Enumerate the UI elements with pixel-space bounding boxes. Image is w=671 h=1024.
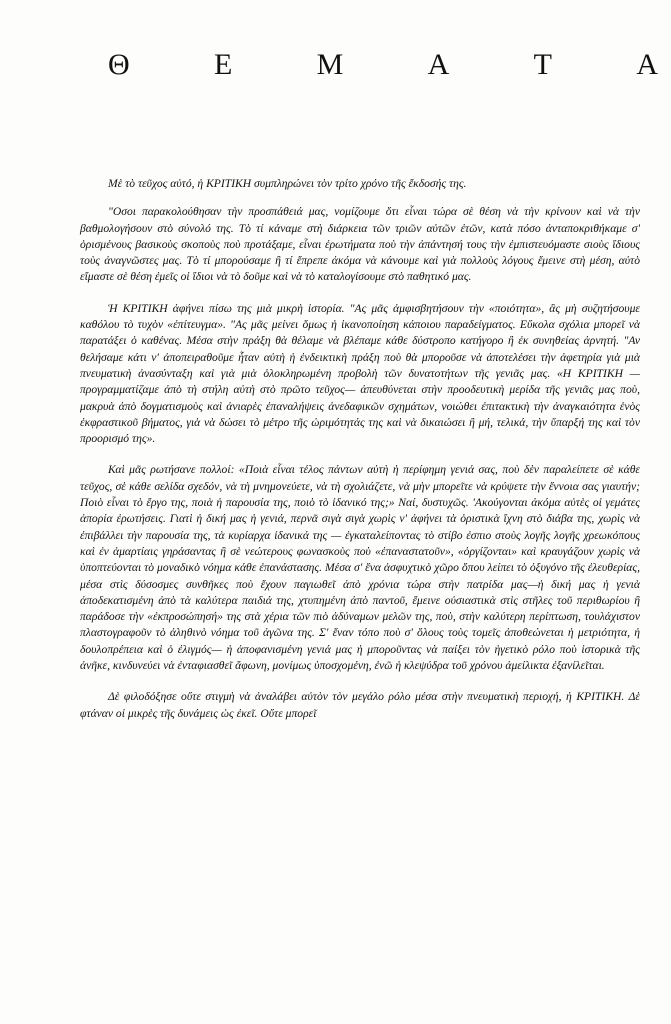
article-body bbox=[80, 176, 640, 737]
title-letter: Α bbox=[636, 48, 658, 81]
intro-paragraph: Μὲ τὸ τεῦχος αὐτό, ἡ ΚΡΙΤΙΚΗ συμπληρώνει τὸν τρίτο χρόνο τῆς ἔκδοσής της. bbox=[108, 177, 467, 190]
body-paragraph: Καὶ μᾶς ρωτήσανε πολλοί: «Ποιὰ εἶναι τέλος πάντων αὐτὴ ἡ περίφημη γενιά σας, ποὺ δὲν παραλείπετε σὲ κάθε τεῦχος, σὲ κάθε σελίδα σχεδόν, νὰ τὴ μνημονεύετε, νὰ τὴ σχολιάζετε, νὰ μὴν μπορεῖτε νὰ κρύψετε τὴν ἔννοια σας γιαυτήν; Ποιὸ εἶναι τὸ ἔργο της, ποιὰ ἡ παρουσία της, ποιὸ τὸ ἰδανικό της;» Ναί, δυστυχῶς. 'Ακούγονται ἀκόμα αὐτὲς οἱ γεμάτες ἀπορία ἐρωτήσεις. Γιατὶ ἡ δική μας ἡ γενιά, περνᾶ σιγὰ σιγὰ χωρὶς ν' ἀφήνει τὰ ὁριστικὰ ἴχνη στὸ διάβα της, χωρὶς νὰ ἐπιβάλλει τὴν παρουσία της, τὰ κυρίαρχα ἰδανικά της — ἐγκαταλείποντας τὸ στίβο ἐσπιο στοὺς λογῆς λογῆς χρεωκόπους καὶ ἐν ἁμαρτίαις γηράσαντας ἢ σὲ νεώτερους φωνασκοὺς ποὺ «ἐπαναστατοῦν», «ὀργίζονται» καὶ κραυγάζουν χωρὶς νὰ ὑποπτεύονται τὸ μοναδικὸ νόημα κάθε ἐπανάστασης. Μέσα σ' ἕνα ἀσφυχτικὸ χῶρο ὅπου λείπει τὸ ὀξυγόνο τῆς ἐλευθερίας, μέσα στὶς δύσοσμες συνθῆκες ποὺ ἔχουν παγιωθεῖ ἀπὸ χρόνια τώρα στὴν πατρίδα μας—ἡ δική μας ἡ γενιὰ ἀποδεκατισμένη ἀπὸ τὰ καλύτερα παιδιά της, χτυπημένη ἀπὸ παντοῦ, ἔμεινε οὐσιαστικὰ στὶς στῆλες τοῦ περιθωρίου ἢ παράδοσε τὴν «ἐκπροσώπησή» της στὰ χέρια τῶν πιὸ ἀδύναμων μελῶν της, ποὺ, στὴν καλύτερη περίπτωση, τουλάχιστον πλαστογραφοῦν τὸ ἀληθινὸ νόημα τοῦ ἀγῶνα της. Σ' ἕναν τόπο ποὺ σ' ὅλους τοὺς τομεῖς ἀποθεώνεται ἡ μετριότητα, ἡ δουλοπρέπεια καὶ ὁ ἐλιγμός— ἡ ἀποφανισμένη γενιά μας ἡ μποροῦντας νὰ παίξει τὸν ἡγετικὸ ρόλο ποὺ ἱστορικὰ τῆς ἀνῆκε, κινδυνεύει νὰ ἐνταφιασθεῖ ἄφωνη, μονίμως ὑποσχομένη, ἐνῶ ἡ κλεψύδρα τοῦ χρόνου ἀμείλικτα ἐξανίλεῖται. bbox=[80, 463, 640, 673]
title-letter: Ε bbox=[214, 48, 233, 81]
title-letter: Τ bbox=[533, 48, 552, 81]
title-letter: Α bbox=[427, 48, 450, 81]
body-paragraph: Δὲ φιλοδόξησε οὔτε στιγμὴ νὰ ἀναλάβει αὐτὸν τὸν μεγάλο ρόλο μέσα στὴν πνευματικὴ περιοχή, ἡ ΚΡΙΤΙΚΗ. Δὲ φτάναν οἱ μικρὲς τῆς δυνάμεις ὡς ἐκεῖ. Οὔτε μπορεῖ bbox=[80, 690, 640, 720]
body-paragraph: "Οσοι παρακολούθησαν τὴν προσπάθειά μας, νομίζουμε ὅτι εἶναι τώρα σὲ θέση νὰ τὴν κρίνουν καὶ νὰ τὴν βαθμολογήσουν στὸ σύνολό της. Τὸ τί κάναμε στὴ διάρκεια τῶν τριῶν αὐτῶν ἐτῶν, κατὰ πόσο ἀνταποκριθήκαμε σ' ὁρισμένους βασικοὺς σκοποὺς ποὺ προτάξαμε, εἶναι ἐρωτήματα ποὺ τὴν ἀπάντησή τους τὴν ἐμπιστευόμαστε σιοὺς ἴδιους τοὺς ἀναγνῶστες μας. Τὸ τί μπορούσαμε ἢ τί ἔπρεπε ἀκόμα νὰ κάνουμε καὶ γιὰ πολλοὺς λόγους ἔμεινε στὴ μέση, αὐτὸ εἴμαστε σὲ θέση ἐμεῖς οἱ ἴδιοι νὰ τὸ δοῦμε καὶ νὰ τὸ καταλογίσουμε στὸ παθητικό μας. bbox=[80, 205, 640, 284]
title-letter: Μ bbox=[316, 48, 344, 81]
body-paragraph: Ἡ ΚΡΙΤΙΚΗ ἀφήνει πίσω της μιὰ μικρὴ ἱστορία. "Ας μᾶς ἀμφισβητήσουν τὴν «ποιότητα», ἂς μὴ συζητήσουμε καθόλου τὸ τυχὸν «ἐπίτευγμα». "Ας μᾶς μείνει ὅμως ἡ ἱκανοποίηση κάποιου παραδείγματος. Εὔκολα σχόλια μπορεῖ νὰ παρατάξει ὁ καθένας. Μέσα στὴν πράξη θὰ θέλαμε νὰ βλέπαμε κάθε δύστροπο κατήγορο ἢ ἐκ συνηθείας ἀρνητή. "Αν θελήσαμε κάτι ν' ἀποπειραθοῦμε ἦταν αὐτὴ ἡ ἐνδεικτικὴ πράξη ποὺ θὰ μποροῦσε νὰ ἀποτελέσει τὴν ἀφετηρία γιὰ μιὰ πνευματικὴ ἀνασύνταξη καὶ γιὰ μιὰ ὁλοκληρωμένη προβολὴ τῶν δυνατοτήτων τῆς γενιᾶς μας. «Η ΚΡΙΤΙΚΗ —προγραμματίζαμε ἀπὸ τὴ στήλη αὐτὴ στὸ πρῶτο τεῦχος— ἀπευθύνεται στὴν προοδευτικὴ μερίδα τῆς γενιᾶς μας ποὺ, μακρυὰ ἀπὸ δογματισμοὺς καὶ ἀνιαρὲς ἐπαναλήψεις ἀνεδαφικῶν σχημάτων, νοιώθει ἐπιτακτικὴ τὴν ἀναγκαιότητα ἑνὸς ἐκφραστικοῦ βήματος, γιὰ νὰ δώσει τὸ μέτρο τῆς ὡριμότητάς της καὶ νὰ δικαιώσει ἢ μή, τελικά, τὴν ὕπαρξή της καὶ τὸν προορισμό της». bbox=[80, 301, 640, 446]
page-title bbox=[108, 48, 658, 82]
title-letter: Θ bbox=[108, 48, 130, 81]
